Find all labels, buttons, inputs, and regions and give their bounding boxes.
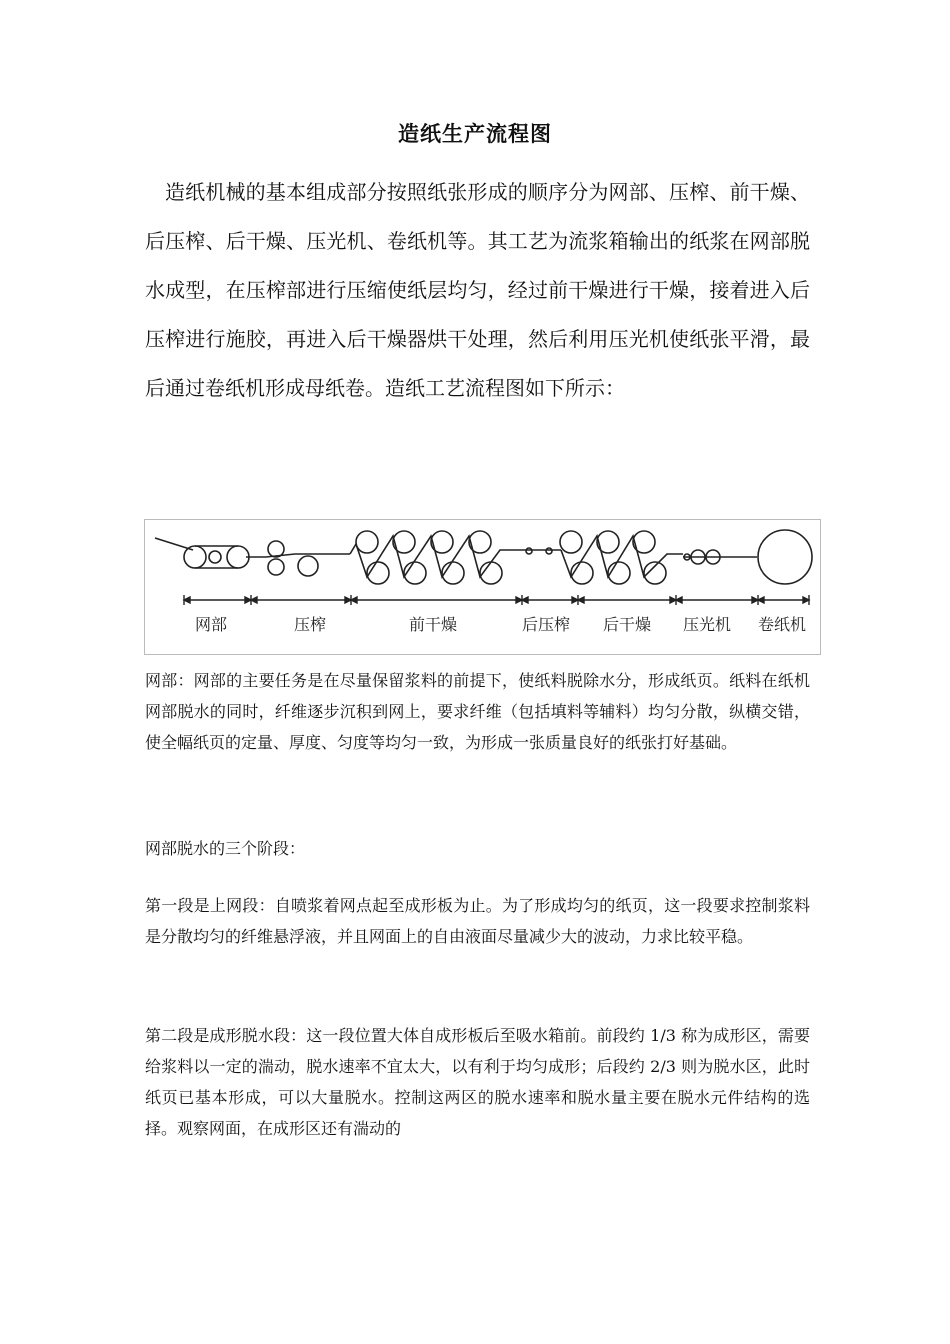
intro-paragraph: 造纸机械的基本组成部分按照纸张形成的顺序分为网部、压榨、前干燥、后压榨、后干燥、压光机、卷纸机等。其工艺为流浆箱输出的纸浆在网部脱水成型，在压榨部进行压缩使纸层均匀，经过前干燥进行干燥，接着进入后压榨进行施胶，再进入后干燥器烘干处理，然后利用压光机使纸张平滑，最后通过卷纸机形成母纸卷。造纸工艺流程图如下所示： — [145, 180, 810, 400]
reel-circle — [758, 530, 812, 584]
size-press-rolls — [517, 548, 561, 554]
pre-dryer-cylinders — [350, 531, 517, 584]
stage-label-press: 压榨 — [293, 615, 327, 634]
dewatering-stages-heading: 网部脱水的三个阶段： — [145, 839, 306, 858]
page-title: 造纸生产流程图 — [398, 122, 552, 146]
stage-label-wire: 网部 — [194, 615, 228, 634]
press-rolls — [246, 541, 350, 576]
after-dryer-cylinders — [560, 531, 683, 584]
stage-one-paragraph: 第一段是上网段：自喷浆着网点起至成形板为止。为了形成均匀的纸页，这一段要求控制浆料是分散均匀的纤维悬浮液，并且网面上的自由液面尽量减少大的波动，力求比较平稳。 — [145, 896, 810, 946]
stage-label-pre-dryer: 前干燥 — [408, 615, 458, 634]
wire-section-shape — [184, 546, 249, 568]
stage-label-after-dryer: 后干燥 — [602, 615, 652, 634]
calender-rolls — [683, 550, 757, 564]
stage-label-calender: 压光机 — [682, 615, 732, 634]
stage-dimension-line — [184, 595, 809, 605]
wire-section-paragraph: 网部：网部的主要任务是在尽量保留浆料的前提下，使纸料脱除水分，形成纸页。纸料在纸机网部脱水的同时，纤维逐步沉积到网上，要求纤维（包括填料等辅料）均匀分散，纵横交错，使全幅纸页的定量、厚度、匀度等均匀一致，为形成一张质量良好的纸张打好基础。 — [145, 671, 810, 752]
stage-label-reel: 卷纸机 — [757, 615, 807, 634]
paper-machine-drawing — [145, 520, 822, 656]
stage-label-size-press: 后压榨 — [521, 615, 571, 634]
stage-two-paragraph: 第二段是成形脱水段：这一段位置大体自成形板后至吸水箱前。前段约 1/3 称为成形区，需要给浆料以一定的湍动，脱水速率不宜太大，以有利于均匀成形；后段约 2/3 则为脱水区，此时纸页已基本形成，可以大量脱水。控制这两区的脱水速率和脱水量主要在脱水元件结构的选择。观察网面，在成形区还有湍动的 — [145, 1026, 810, 1138]
